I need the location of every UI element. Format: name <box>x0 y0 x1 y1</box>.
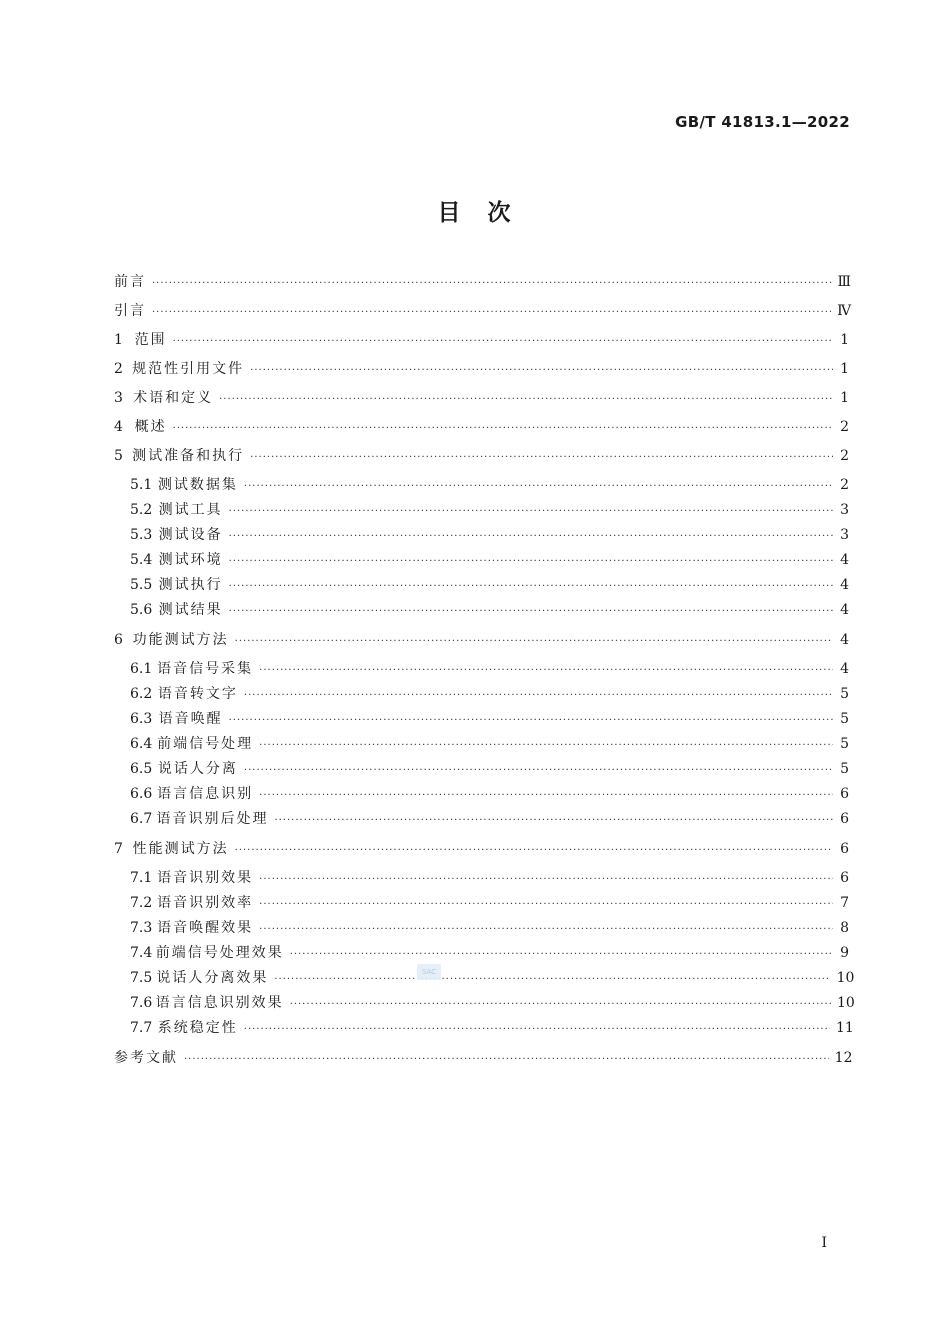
toc-entry-label: 前端信号处理 <box>157 736 254 752</box>
toc-entry[interactable] <box>130 707 849 733</box>
toc-leader-dots <box>235 838 833 863</box>
toc-entry-label: 测试准备和执行 <box>132 448 245 464</box>
toc-entry[interactable] <box>130 573 849 599</box>
toc-entry-label: 术语和定义 <box>133 390 214 406</box>
toc-leader-dots <box>274 967 830 992</box>
toc-leader-dots <box>244 1017 830 1042</box>
toc-entry-number: 5 <box>114 448 123 464</box>
toc-entry-label: 测试执行 <box>158 577 223 593</box>
toc-entry-page: 5 <box>840 736 849 752</box>
toc-leader-dots <box>229 524 833 549</box>
toc-leader-dots <box>244 474 833 499</box>
toc-leader-dots <box>250 445 833 470</box>
toc-entry-number: 3 <box>114 390 123 406</box>
toc-leader-dots <box>259 917 833 942</box>
toc-leader-dots <box>229 599 833 624</box>
toc-entry[interactable] <box>130 916 849 942</box>
toc-entry-label: 前端信号处理效果 <box>155 945 284 961</box>
toc-entry-page: 6 <box>840 811 849 827</box>
toc-entry-label: 性能测试方法 <box>132 841 229 857</box>
toc-leader-dots <box>259 658 833 683</box>
toc-entry-label: 系统稳定性 <box>157 1020 238 1036</box>
toc-entry-label: 测试数据集 <box>157 477 238 493</box>
toc-entry-number: 7.7 <box>130 1020 153 1036</box>
toc-entry-label: 概述 <box>134 419 167 435</box>
toc-entry-label: 说话人分离 <box>157 761 238 777</box>
toc-entry-page: 4 <box>840 552 849 568</box>
toc-entry-label: 参考文献 <box>114 1050 178 1066</box>
toc-leader-dots <box>229 708 833 733</box>
toc-entry-page: 7 <box>840 895 849 911</box>
toc-entry-page: 9 <box>840 945 849 961</box>
toc-leader-dots <box>250 358 833 383</box>
toc-entry-label: 语音唤醒 <box>158 711 223 727</box>
toc-entry-number: 5.2 <box>130 502 153 518</box>
page-title: 目 次 <box>437 200 513 226</box>
toc-entry-label: 测试设备 <box>158 527 223 543</box>
toc-entry-number: 6 <box>114 632 123 648</box>
toc-entry-number: 6.1 <box>130 661 153 677</box>
toc-entry-number: 5.1 <box>130 477 153 493</box>
toc-entry-page: 3 <box>840 527 849 543</box>
toc-entry[interactable] <box>130 991 855 1017</box>
toc-entry-number: 6.4 <box>130 736 153 752</box>
toc-leader-dots <box>173 416 833 441</box>
toc-entry-label: 功能测试方法 <box>132 632 229 648</box>
toc-entry-page: 4 <box>840 577 849 593</box>
toc-entry[interactable] <box>114 299 852 325</box>
toc-entry[interactable] <box>114 415 849 441</box>
toc-entry-page: 3 <box>840 502 849 518</box>
toc-entry[interactable] <box>130 732 849 758</box>
toc-entry[interactable] <box>130 866 849 892</box>
toc-entry-page: 10 <box>836 995 855 1011</box>
toc-entry[interactable] <box>130 598 849 624</box>
toc-entry-number: 6.7 <box>130 811 153 827</box>
toc-leader-dots <box>219 387 833 412</box>
toc-entry[interactable] <box>130 1016 854 1042</box>
toc-leader-dots <box>290 992 831 1017</box>
toc-leader-dots <box>229 549 833 574</box>
watermark-logo: SAC <box>417 964 441 980</box>
toc-entry[interactable] <box>130 548 849 574</box>
toc-entry-number: 5.5 <box>130 577 153 593</box>
toc-entry[interactable] <box>114 386 849 412</box>
toc-entry-page: 4 <box>840 661 849 677</box>
toc-entry-page: Ⅳ <box>837 303 852 319</box>
toc-entry-label: 范围 <box>134 332 167 348</box>
toc-entry[interactable] <box>130 807 849 833</box>
toc-entry-label: 说话人分离效果 <box>156 970 269 986</box>
toc-entry-page: 4 <box>840 632 849 648</box>
toc-leader-dots <box>274 808 833 833</box>
toc-entry-number: 7.2 <box>130 895 153 911</box>
toc-entry-page: 8 <box>840 920 849 936</box>
toc-entry-page: 6 <box>840 841 849 857</box>
toc-entry[interactable] <box>114 1046 853 1072</box>
toc-leader-dots <box>290 942 833 967</box>
toc-entry-label: 测试环境 <box>158 552 223 568</box>
toc-entry-number: 1 <box>114 332 123 348</box>
toc-entry[interactable] <box>130 966 855 992</box>
toc-entry-label: 语言信息识别 <box>157 786 254 802</box>
toc-entry[interactable] <box>130 757 849 783</box>
toc-entry-label: 语音转文字 <box>157 686 238 702</box>
toc-entry-number: 4 <box>114 419 123 435</box>
toc-leader-dots <box>229 499 833 524</box>
toc-entry-label: 前言 <box>114 274 146 290</box>
toc-entry-page: 2 <box>840 477 849 493</box>
toc-entry-label: 语音唤醒效果 <box>157 920 254 936</box>
toc-entry[interactable] <box>114 628 849 654</box>
toc-entry-number: 7 <box>114 841 123 857</box>
toc-entry-label: 测试结果 <box>158 602 223 618</box>
toc-entry-page: 5 <box>840 761 849 777</box>
toc-entry-number: 5.4 <box>130 552 153 568</box>
toc-entry-page: Ⅲ <box>837 274 852 290</box>
toc-entry[interactable] <box>130 523 849 549</box>
toc-entry[interactable] <box>130 657 849 683</box>
standard-number: GB/T 41813.1—2022 <box>675 113 850 131</box>
toc-entry-page: 6 <box>840 786 849 802</box>
toc-entry-page: 1 <box>840 361 849 377</box>
toc-entry-page: 2 <box>840 448 849 464</box>
toc-entry[interactable] <box>114 444 849 470</box>
toc-entry-number: 6.5 <box>130 761 153 777</box>
toc-leader-dots <box>259 892 833 917</box>
toc-entry-page: 10 <box>836 970 855 986</box>
toc-entry-page: 12 <box>834 1050 853 1066</box>
toc-entry[interactable] <box>114 328 849 354</box>
toc-leader-dots <box>244 683 833 708</box>
toc-entry[interactable] <box>130 941 849 967</box>
toc-entry-page: 5 <box>840 686 849 702</box>
toc-entry[interactable] <box>130 891 849 917</box>
toc-entry-number: 2 <box>114 361 123 377</box>
toc-entry-label: 引言 <box>114 303 146 319</box>
page-number: Ⅰ <box>821 1235 827 1251</box>
toc-entry-label: 测试工具 <box>158 502 223 518</box>
toc-entry[interactable] <box>114 270 852 296</box>
toc-leader-dots <box>244 758 833 783</box>
toc-entry-number: 6.3 <box>130 711 153 727</box>
toc-entry-label: 语言信息识别效果 <box>155 995 284 1011</box>
toc-entry[interactable] <box>130 682 849 708</box>
toc-entry-page: 5 <box>840 711 849 727</box>
toc-entry-number: 7.5 <box>130 970 153 986</box>
toc-leader-dots <box>152 300 831 325</box>
toc-entry[interactable] <box>130 473 849 499</box>
toc-leader-dots <box>259 867 833 892</box>
toc-leader-dots <box>259 783 833 808</box>
toc-leader-dots <box>235 629 833 654</box>
toc-leader-dots <box>152 271 832 296</box>
toc-entry-number: 7.4 <box>130 945 153 961</box>
toc-entry-page: 1 <box>840 332 849 348</box>
toc-leader-dots <box>184 1047 829 1072</box>
toc-entry-page: 6 <box>840 870 849 886</box>
toc-entry[interactable] <box>130 782 849 808</box>
toc-entry[interactable] <box>130 498 849 524</box>
toc-entry[interactable] <box>114 357 849 383</box>
toc-entry-label: 语音识别后处理 <box>156 811 269 827</box>
toc-leader-dots <box>259 733 833 758</box>
toc-entry-page: 11 <box>835 1020 854 1036</box>
toc-leader-dots <box>229 574 833 599</box>
toc-entry-number: 7.1 <box>130 870 153 886</box>
toc-entry-number: 6.6 <box>130 786 153 802</box>
toc-entry-number: 5.6 <box>130 602 153 618</box>
toc-entry-label: 语音识别效果 <box>157 870 254 886</box>
toc-entry-number: 7.3 <box>130 920 153 936</box>
toc-entry-page: 2 <box>840 419 849 435</box>
toc-entry-number: 6.2 <box>130 686 153 702</box>
toc-entry-number: 5.3 <box>130 527 153 543</box>
toc-entry-label: 语音识别效率 <box>157 895 254 911</box>
toc-entry-label: 规范性引用文件 <box>132 361 245 377</box>
toc-entry[interactable] <box>114 837 849 863</box>
toc-entry-page: 1 <box>840 390 849 406</box>
toc-entry-page: 4 <box>840 602 849 618</box>
toc-entry-label: 语音信号采集 <box>157 661 254 677</box>
toc-leader-dots <box>173 329 833 354</box>
toc-entry-number: 7.6 <box>130 995 153 1011</box>
